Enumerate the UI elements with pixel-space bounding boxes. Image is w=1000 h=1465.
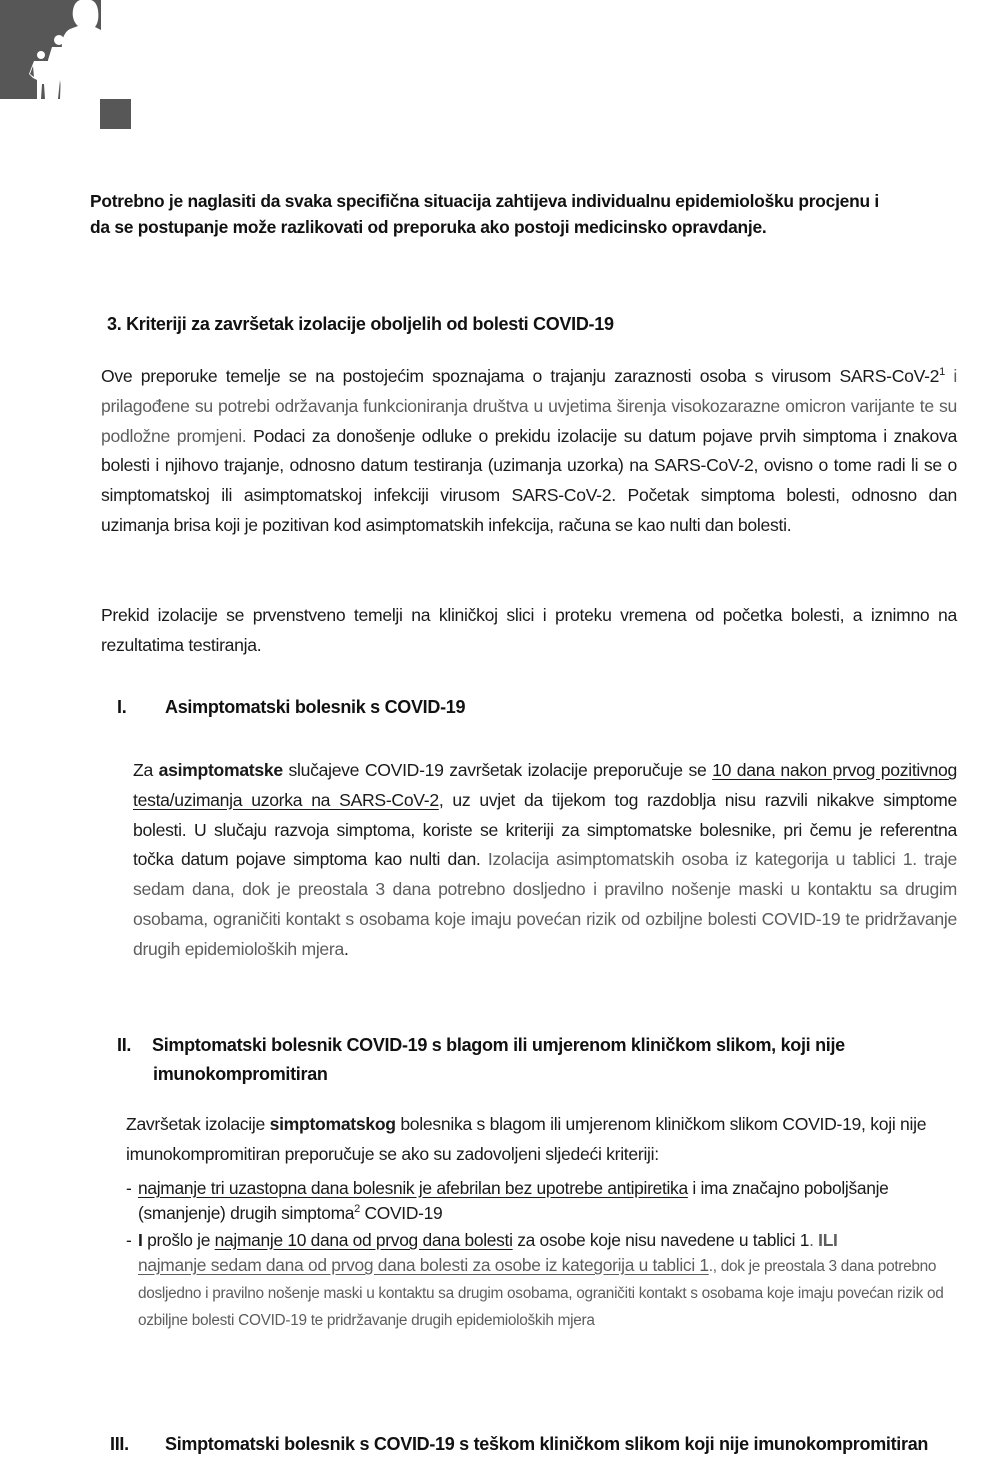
criteria-item: [126, 1228, 970, 1334]
subsection-number: I.: [117, 697, 127, 717]
underlined-text: najmanje 10 dana od prvog dana bolesti: [214, 1230, 513, 1250]
logo-square: [100, 99, 131, 129]
text: slučajeve COVID-19 završetak izolacije preporučuje se: [282, 760, 713, 780]
underlined-text: 10 dana nakon prvog pozitivnog testa/uzimanja uzorka na SARS-CoV-2: [133, 760, 957, 810]
subsection-heading-3: [110, 1434, 928, 1455]
subsection-number: II.: [117, 1035, 132, 1055]
subsection-heading-1: [117, 697, 465, 718]
bold-text: I: [138, 1230, 143, 1250]
list-dash: -: [126, 1230, 132, 1250]
criteria-list: [126, 1176, 970, 1334]
subsection-title-line-1: Simptomatski bolesnik COVID-19 s blagom ili umjerenom kliničkom slikom, koji nije: [152, 1035, 845, 1055]
intro-gray-text: i prilagođene su potrebi održavanja funkcioniranja društva u uvjetima širenja visokozarazne omicron varijante te su podložne promjeni.: [101, 366, 957, 446]
family-silhouette-icon: [0, 0, 101, 99]
symptomatic-intro: [126, 1109, 966, 1169]
subsection-number: III.: [110, 1434, 129, 1454]
underlined-text: najmanje tri uzastopna dana bolesnik je afebrilan bez upotrebe antipiretika: [138, 1178, 688, 1198]
footnote-ref-1[interactable]: 1: [939, 366, 945, 378]
notice-line-2: da se postupanje može razlikovati od preporuka ako postoji medicinsko opravdanje.: [90, 217, 767, 237]
isolation-paragraph: Prekid izolacije se prvenstveno temelji na kliničkoj slici i proteku vremena od početka bolesti, a iznimno na rezultatima testiranja.: [101, 605, 957, 655]
text: Završetak izolacije: [126, 1114, 270, 1134]
bold-text: asimptomatske: [158, 760, 283, 780]
gray-bold-text: ILI: [818, 1230, 838, 1250]
subsection-title: Simptomatski bolesnik s COVID-19 s teškom kliničkom slikom koji nije imunokompromitiran: [165, 1434, 929, 1454]
text: bolesnika s blagom ili umjerenom kliničkom slikom COVID-19, koji nije imunokompromitiran preporučuje se ako su zadovoljeni sljedeći kriteriji:: [126, 1114, 927, 1164]
asymptomatic-paragraph: [133, 756, 957, 965]
text: za osobe koje nisu navedene u tablici 1: [512, 1230, 810, 1250]
text: .: [343, 938, 349, 959]
text: Za: [133, 760, 159, 780]
gray-underlined-text: najmanje sedam dana od prvog dana bolesti za osobe iz kategorija u tablici 1: [138, 1255, 709, 1275]
subsection-heading-2: [117, 1031, 937, 1089]
intro-text-continued: Podaci za donošenje odluke o prekidu izolacije su datum pojave prvih simptoma i znakova bolesti i njihovo trajanje, odnosno datum testiranja (uzimanja uzorka) na SARS-CoV-2, ovisno o tome radi li se o simptomatskoj ili asimptomatskoj infekciji virusom SARS-CoV-2. Početak simptoma bolesti, odnosno dan uzimanja brisa koji je pozitivan kod asimptomatskih infekcija, računa se kao nulti dan bolesti.: [101, 425, 958, 535]
notice-line-1: Potrebno je naglasiti da svaka specifična situacija zahtijeva individualnu epidemiološku procjenu i: [90, 191, 879, 211]
text: COVID-19: [359, 1203, 443, 1223]
text: i ima značajno poboljšanje (smanjenje) drugih simptoma: [138, 1178, 889, 1223]
text: , uz uvjet da tijekom tog razdoblja nisu razvili nikakve simptome bolesti. U slučaju razvoja simptoma, koriste se kriteriji za simptomatske bolesnike, pri čemu je referentna točka datum pojave simptoma kao nulti dan.: [133, 789, 957, 870]
subsection-title: Asimptomatski bolesnik s COVID-19: [165, 697, 466, 717]
gray-small-text: ., dok je preostala 3 dana potrebno dosljedno i pravilno nošenje maski u kontaktu sa drugim osobama, ograničiti kontakt s osobama koje imaju povećan rizik od ozbiljne bolesti COVID-19 te pridržavanje drugih epidemioloških mjera: [138, 1258, 944, 1329]
gray-text: Izolacija asimptomatskih osoba iz kategorija u tablici 1. traje sedam dana, dok je preostala 3 dana potrebno dosljedno i pravilno nošenje maski u kontaktu sa drugim osobama, ograničiti kontakt s osobama koje imaju povećan rizik od ozbiljne bolesti COVID-19 te pridržavanje drugih epidemioloških mjera: [133, 849, 957, 959]
logo: [0, 0, 101, 99]
footnote-ref-2[interactable]: 2: [354, 1203, 360, 1215]
gray-text: .: [809, 1230, 819, 1250]
bold-text: simptomatskog: [269, 1114, 396, 1134]
intro-paragraph: [101, 362, 957, 541]
intro-text: Ove preporuke temelje se na postojećim spoznajama o trajanju zaraznosti osoba s virusom SARS-CoV-2: [101, 366, 940, 386]
subsection-title-line-2: imunokompromitiran: [153, 1064, 328, 1084]
section-heading: 3. Kriteriji za završetak izolacije oboljelih od bolesti COVID-19: [107, 314, 614, 334]
criteria-item: [126, 1176, 970, 1226]
notice-paragraph: [90, 188, 930, 240]
list-dash: -: [126, 1178, 132, 1198]
text: prošlo je: [142, 1230, 215, 1250]
